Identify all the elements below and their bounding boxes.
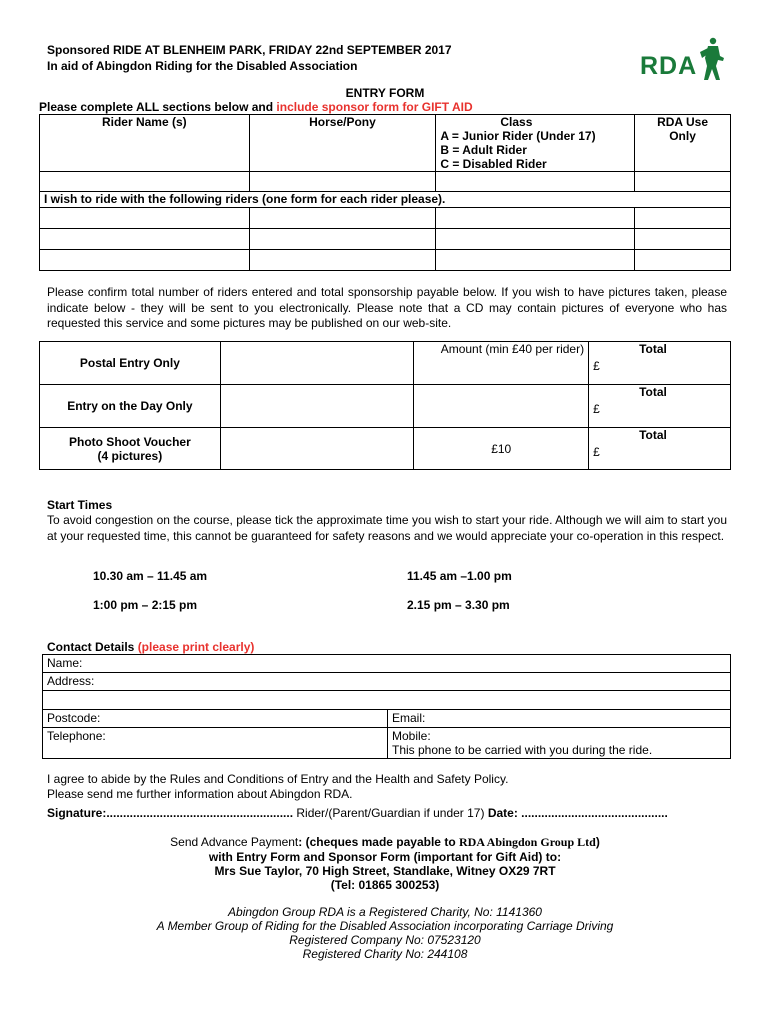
table-row bbox=[40, 229, 731, 250]
cheques-payable-text: : (cheques made payable to bbox=[298, 835, 459, 849]
companion-rda-field bbox=[635, 250, 731, 271]
telephone-field[interactable]: Telephone: bbox=[47, 729, 106, 743]
day-entry-label: Entry on the Day Only bbox=[40, 385, 221, 428]
signature-line bbox=[47, 806, 668, 820]
table-row bbox=[40, 250, 731, 271]
postal-amount-field[interactable] bbox=[414, 342, 589, 385]
signature-field[interactable]: Signature:........................................................ bbox=[47, 806, 294, 820]
email-field[interactable]: Email: bbox=[392, 711, 426, 725]
day-total-field[interactable] bbox=[589, 385, 731, 428]
horse-rider-icon bbox=[696, 36, 726, 82]
companion-rider-field[interactable] bbox=[40, 208, 250, 229]
amount-header: Amount (min £40 per rider) bbox=[440, 342, 585, 356]
rider-parent-label: Rider/(Parent/Guardian if under 17) bbox=[293, 806, 488, 820]
rda-only-label: Only bbox=[669, 129, 696, 143]
gift-aid-note: include sponsor form for GIFT AID bbox=[276, 100, 473, 114]
footer-company: Registered Company No: 07523120 bbox=[289, 933, 481, 947]
start-time-option-4[interactable]: 2.15 pm – 3.30 pm bbox=[407, 598, 510, 612]
table-row bbox=[40, 208, 731, 229]
confirm-paragraph: Please confirm total number of riders entered and total sponsorship payable below. If you wish to have pictures taken, please indicate below - they will be sent to you electronically. Please note that a CD may contain pictures of everyone who has requested this service and some pictures may be published on our web-site. bbox=[47, 285, 727, 330]
class-field[interactable] bbox=[436, 172, 635, 192]
mobile-note: This phone to be carried with you during the ride. bbox=[392, 743, 653, 757]
entry-header-row bbox=[40, 115, 731, 172]
companion-horse-field[interactable] bbox=[249, 250, 436, 271]
day-amount-field[interactable] bbox=[414, 385, 589, 428]
divider bbox=[387, 709, 388, 759]
total-label: Total bbox=[639, 428, 667, 442]
col-rider-name: Rider Name (s) bbox=[40, 115, 250, 172]
col-class bbox=[436, 115, 635, 172]
start-time-option-2[interactable]: 11.45 am –1.00 pm bbox=[407, 569, 512, 583]
photo-count-field[interactable] bbox=[220, 428, 414, 470]
send-address: Mrs Sue Taylor, 70 High Street, Standlake, Witney OX29 7RT bbox=[214, 864, 556, 878]
mobile-field[interactable]: Mobile: bbox=[392, 729, 431, 743]
pound-sign: £ bbox=[593, 445, 600, 459]
address-field[interactable]: Address: bbox=[47, 674, 95, 688]
footer-charity-no: Registered Charity No: 244108 bbox=[302, 947, 468, 961]
pound-sign: £ bbox=[593, 359, 600, 373]
photo-voucher-title: Photo Shoot Voucher bbox=[68, 434, 191, 449]
name-field[interactable]: Name: bbox=[47, 656, 83, 670]
send-telephone: (Tel: 01865 300253) bbox=[330, 878, 440, 892]
date-field[interactable]: Date: ............................................ bbox=[487, 806, 668, 820]
entry-instruction-text: Please complete ALL sections below and bbox=[39, 100, 277, 114]
photo-voucher-label bbox=[40, 428, 221, 470]
class-title: Class bbox=[500, 115, 533, 129]
companion-class-field[interactable] bbox=[436, 229, 635, 250]
agree-line-1: I agree to abide by the Rules and Conditions of Entry and the Health and Safety Policy. bbox=[47, 772, 509, 786]
rda-use-field bbox=[635, 172, 731, 192]
payment-row-photo bbox=[40, 428, 731, 470]
companion-horse-field[interactable] bbox=[249, 229, 436, 250]
companion-rda-field bbox=[635, 229, 731, 250]
start-time-option-1[interactable]: 10.30 am – 11.45 am bbox=[93, 569, 208, 583]
divider bbox=[42, 690, 731, 691]
companion-class-field[interactable] bbox=[436, 250, 635, 271]
companion-rda-field bbox=[635, 208, 731, 229]
rda-logo-text: RDA bbox=[640, 52, 698, 80]
entry-form-heading: ENTRY FORM bbox=[345, 86, 425, 100]
postal-total-field[interactable] bbox=[589, 342, 731, 385]
start-time-option-3[interactable]: 1:00 pm – 2:15 pm bbox=[93, 598, 198, 612]
companion-rider-field[interactable] bbox=[40, 250, 250, 271]
pound-sign: £ bbox=[593, 402, 600, 416]
class-c: C = Disabled Rider bbox=[440, 157, 547, 171]
ride-with-row bbox=[40, 192, 731, 208]
contact-heading bbox=[47, 640, 254, 654]
entry-table bbox=[39, 114, 731, 271]
companion-rider-field[interactable] bbox=[40, 229, 250, 250]
rider-name-field[interactable] bbox=[40, 172, 250, 192]
total-label: Total bbox=[639, 385, 667, 399]
start-times-text: To avoid congestion on the course, please tick the approximate time you wish to start your ride. Although we will aim to start you at your requested time, this cannot be guaranteed for safety reasons and we would appreciate your co-operation in this respect. bbox=[47, 513, 727, 543]
contact-heading-text: Contact Details bbox=[47, 640, 138, 654]
companion-class-field[interactable] bbox=[436, 208, 635, 229]
postcode-field[interactable]: Postcode: bbox=[47, 711, 101, 725]
payment-table bbox=[39, 341, 731, 470]
footer-charity: Abingdon Group RDA is a Registered Charity, No: 1141360 bbox=[228, 905, 542, 919]
send-line-2: with Entry Form and Sponsor Form (important for Gift Aid) to: bbox=[208, 850, 562, 864]
postal-entry-label: Postal Entry Only bbox=[40, 342, 221, 385]
photo-amount: £10 bbox=[414, 428, 589, 470]
table-row bbox=[40, 172, 731, 192]
cheques-close: ) bbox=[595, 835, 600, 849]
payment-row-postal bbox=[40, 342, 731, 385]
postal-entry-count-field[interactable] bbox=[220, 342, 414, 385]
print-clearly-note: (please print clearly) bbox=[137, 640, 255, 654]
photo-total-field[interactable] bbox=[589, 428, 731, 470]
col-rda-use bbox=[635, 115, 731, 172]
payee-name: RDA Abingdon Group Ltd bbox=[458, 835, 596, 849]
col-horse-pony: Horse/Pony bbox=[249, 115, 436, 172]
agree-line-2: Please send me further information about Abingdon RDA. bbox=[47, 787, 353, 801]
divider bbox=[42, 672, 731, 673]
page-title: Sponsored RIDE AT BLENHEIM PARK, FRIDAY 22nd SEPTEMBER 2017 bbox=[47, 43, 452, 57]
page-subtitle: In aid of Abingdon Riding for the Disabled Association bbox=[47, 59, 358, 73]
ride-with-label: I wish to ride with the following riders (one form for each rider please). bbox=[40, 192, 731, 208]
send-payment-label: Send Advance Payment bbox=[170, 835, 299, 849]
payment-row-day bbox=[40, 385, 731, 428]
send-payment-line bbox=[0, 835, 770, 850]
total-label: Total bbox=[639, 342, 667, 356]
companion-horse-field[interactable] bbox=[249, 208, 436, 229]
entry-instruction bbox=[39, 100, 473, 114]
footer-member: A Member Group of Riding for the Disabled Association incorporating Carriage Driving bbox=[156, 919, 614, 933]
rda-use-label: RDA Use bbox=[657, 115, 708, 129]
class-a: A = Junior Rider (Under 17) bbox=[440, 129, 596, 143]
day-entry-count-field[interactable] bbox=[220, 385, 414, 428]
horse-pony-field[interactable] bbox=[249, 172, 436, 192]
class-b: B = Adult Rider bbox=[440, 143, 527, 157]
photo-voucher-subtitle: (4 pictures) bbox=[97, 448, 163, 463]
start-times-heading: Start Times bbox=[47, 498, 113, 512]
